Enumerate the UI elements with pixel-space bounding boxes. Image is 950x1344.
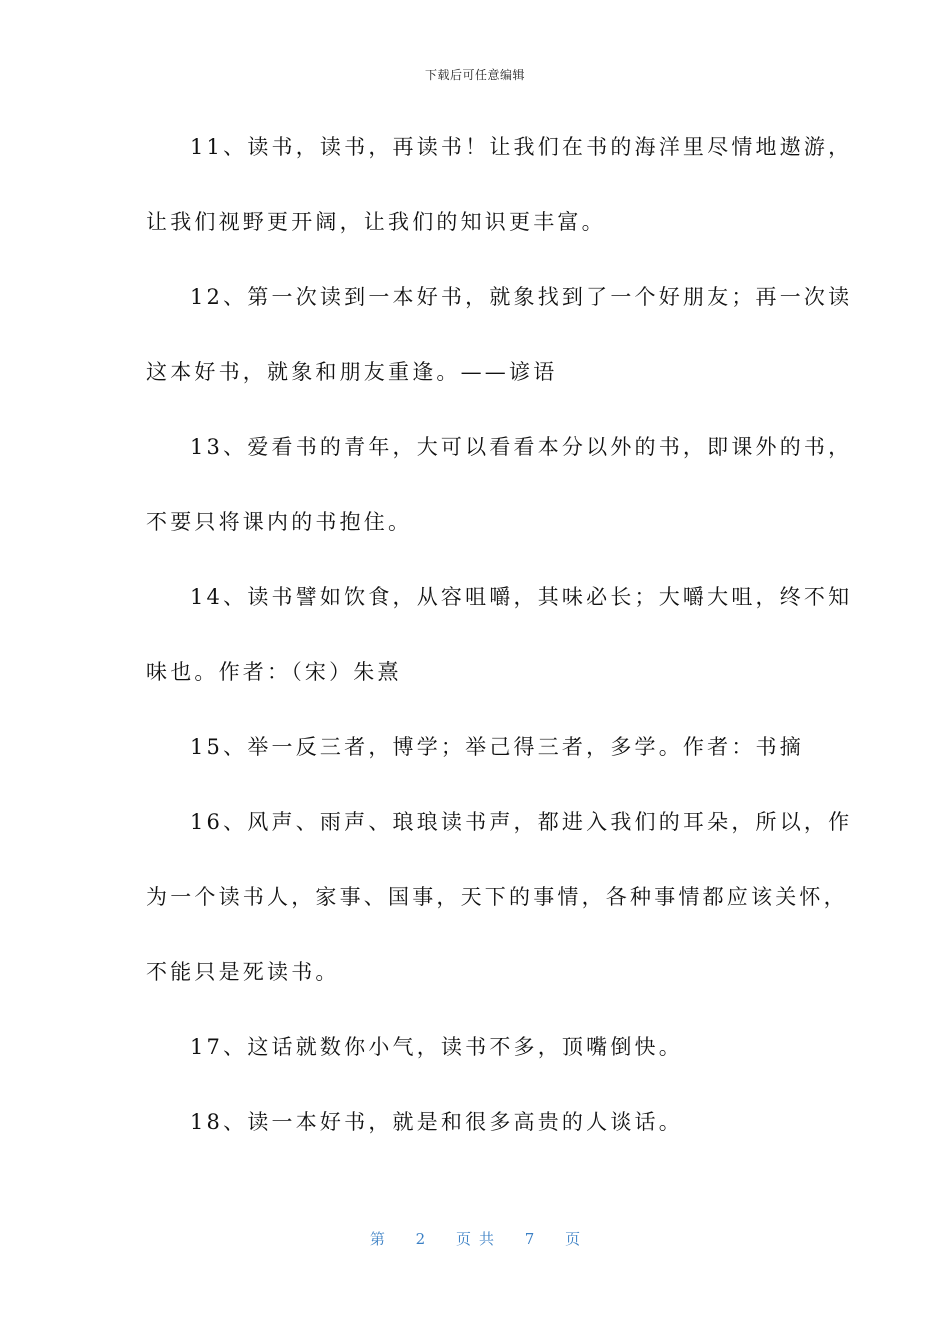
page-header: 下载后可任意编辑 (424, 68, 525, 82)
page-word: 第 (369, 1230, 385, 1248)
paragraph-line: 不能只是死读书。 (146, 960, 340, 984)
paragraph-line: 11、读书，读书，再读书！让我们在书的海洋里尽情地遨游， (190, 135, 853, 159)
paragraph-line: 为一个读书人，家事、国事，天下的事情，各种事情都应该关怀， (146, 885, 848, 909)
paragraph-line: 这本好书，就象和朋友重逢。——谚语 (146, 360, 558, 384)
total-word: 共 (479, 1230, 495, 1248)
paragraph-line: 16、风声、雨声、琅琅读书声，都进入我们的耳朵，所以，作 (190, 810, 853, 834)
total-pages: 7 (524, 1230, 535, 1248)
document-body (146, 128, 853, 1178)
paragraph-line: 让我们视野更开阔，让我们的知识更丰富。 (146, 210, 606, 234)
total-unit: 页 (565, 1230, 581, 1248)
page-unit: 页 (455, 1230, 471, 1248)
paragraph-line: 12、第一次读到一本好书，就象找到了一个好朋友；再一次读 (190, 285, 853, 309)
paragraph-line: 17、这话就数你小气，读书不多，顶嘴倒快。 (190, 1035, 683, 1059)
page-number: 2 (415, 1230, 426, 1248)
paragraph-line: 13、爱看书的青年，大可以看看本分以外的书，即课外的书， (190, 435, 853, 459)
page-footer (0, 1228, 950, 1249)
paragraph-line: 15、举一反三者，博学；举己得三者，多学。作者：书摘 (190, 735, 804, 759)
paragraph-line: 18、读一本好书，就是和很多高贵的人谈话。 (190, 1110, 683, 1134)
paragraph-line: 不要只将课内的书抱住。 (146, 510, 413, 534)
paragraph-line: 味也。作者：（宋）朱熹 (146, 660, 402, 684)
paragraph-line: 14、读书譬如饮食，从容咀嚼，其味必长；大嚼大咀，终不知 (190, 585, 853, 609)
